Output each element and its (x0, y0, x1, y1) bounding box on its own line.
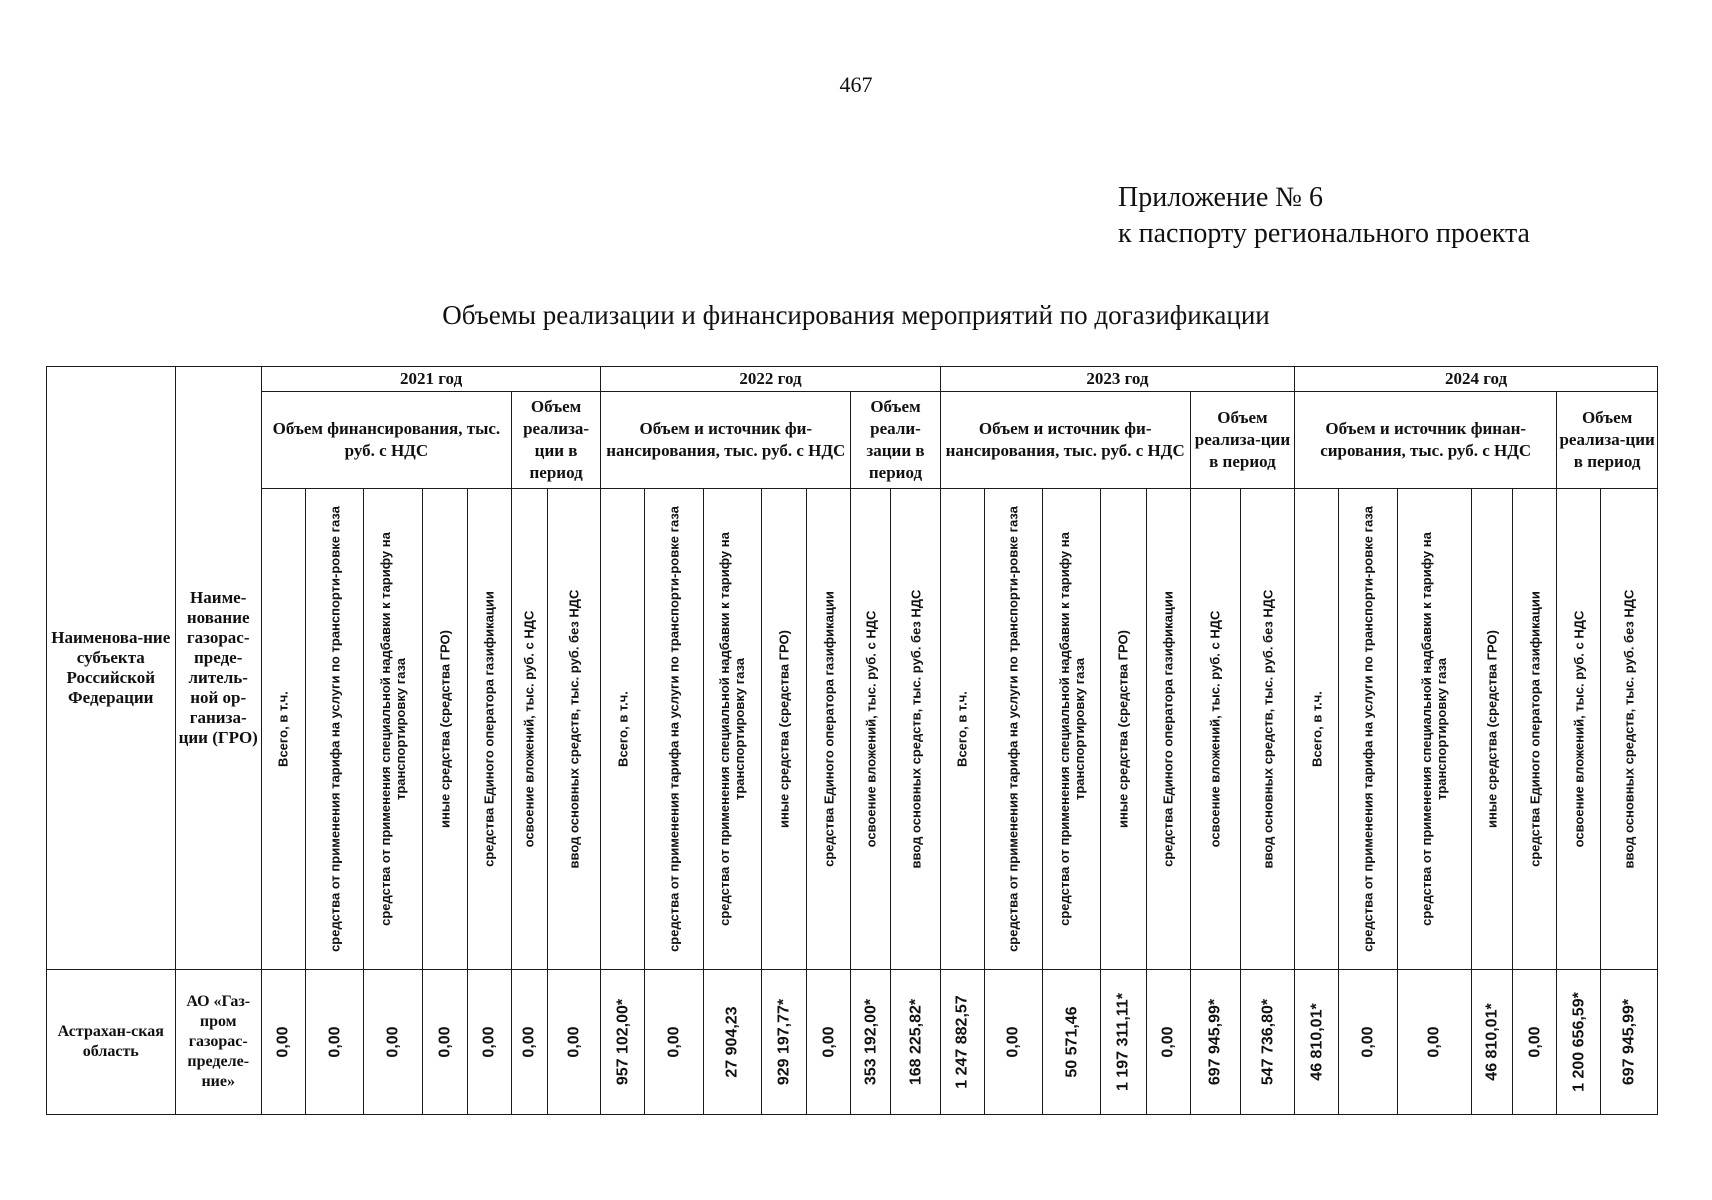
column-header-label: ввод основных средств, тыс. руб. без НДС (1621, 589, 1637, 869)
value-cell (1190, 970, 1240, 1115)
finance-header-2021: Объем финансирования, тыс. руб. с НДС (261, 392, 511, 489)
column-header-2022-7 (891, 489, 940, 970)
appendix-line-1: Приложение № 6 (1118, 182, 1323, 213)
column-header-2023-3 (1043, 489, 1101, 970)
column-header-label: ввод основных средств, тыс. руб. без НДС (1260, 589, 1276, 869)
finance-header-2022: Объем и источник фи-нансирования, тыс. руб. с НДС (601, 392, 851, 489)
column-header-label: Всего, в т.ч. (1309, 691, 1325, 767)
column-header-label: средства Единого оператора газификации (1527, 591, 1543, 867)
column-header-label: Всего, в т.ч. (615, 691, 631, 767)
value-cell (1339, 970, 1397, 1115)
value-text: 0,00 (480, 1026, 498, 1058)
value-cell (1043, 970, 1101, 1115)
column-header-label: освоение вложений, тыс. руб. с НДС (1207, 610, 1223, 848)
subject-cell: Астрахан-ская область (47, 970, 176, 1115)
value-cell (761, 970, 806, 1115)
value-cell (511, 970, 547, 1115)
value-cell (807, 970, 851, 1115)
year-2023-header: 2023 год (940, 367, 1294, 392)
column-header-2022-3 (703, 489, 761, 970)
value-text: 0,00 (665, 1026, 683, 1058)
column-header-label: средства от применения тарифа на услуги по транспорти-ровке газа (327, 506, 343, 952)
value-text: 46 810,01* (1483, 1003, 1501, 1081)
value-text: 0,00 (436, 1026, 454, 1058)
value-cell (467, 970, 511, 1115)
value-cell (1513, 970, 1557, 1115)
value-cell (1557, 970, 1601, 1115)
value-cell (1601, 970, 1658, 1115)
column-header-label: освоение вложений, тыс. руб. с НДС (863, 610, 879, 848)
realization-header-2023: Объем реализа-ции в период (1190, 392, 1294, 489)
value-text: 697 945,99* (1206, 998, 1224, 1086)
value-cell (851, 970, 891, 1115)
value-text: 46 810,01* (1308, 1003, 1326, 1081)
value-text: 0,00 (274, 1026, 292, 1058)
value-cell (601, 970, 645, 1115)
value-text: 957 102,00* (614, 998, 632, 1086)
column-header-label: иные средства (средства ГРО) (1484, 630, 1500, 828)
column-header-2024-2 (1339, 489, 1397, 970)
column-header-2021-6 (511, 489, 547, 970)
column-header-2024-4 (1471, 489, 1512, 970)
finance-header-2024: Объем и источник финан-сирования, тыс. руб. с НДС (1295, 392, 1557, 489)
value-text: 168 225,82* (907, 998, 925, 1086)
page-number: 467 (839, 72, 873, 97)
column-header-2024-3 (1397, 489, 1471, 970)
value-text: 50 571,46 (1063, 1006, 1081, 1078)
column-header-label: средства от применения специальной надбавки к тарифу на транспортировку газа (1056, 532, 1087, 926)
value-cell (703, 970, 761, 1115)
column-header-2021-1 (261, 489, 305, 970)
column-header-label: средства от применения тарифа на услуги по транспорти-ровке газа (666, 506, 682, 952)
value-text: 0,00 (520, 1026, 538, 1058)
column-header-2023-7 (1240, 489, 1294, 970)
column-header-2022-6 (851, 489, 891, 970)
column-header-2023-4 (1101, 489, 1146, 970)
column-header-2021-2 (306, 489, 364, 970)
column-header-2024-6 (1557, 489, 1601, 970)
realization-header-2024: Объем реализа-ции в период (1557, 392, 1658, 489)
value-text: 0,00 (1526, 1026, 1544, 1058)
financing-table (46, 366, 1658, 1115)
column-header-2022-4 (761, 489, 806, 970)
realization-header-2022: Объем реали-зации в период (851, 392, 940, 489)
column-header-2022-2 (645, 489, 703, 970)
column-header-label: иные средства (средства ГРО) (1115, 630, 1131, 828)
value-text: 27 904,23 (723, 1006, 741, 1078)
year-2021-header: 2021 год (261, 367, 600, 392)
appendix-line-2: к паспорту регионального проекта (1118, 218, 1530, 249)
column-header-2022-1 (601, 489, 645, 970)
column-header-label: ввод основных средств, тыс. руб. без НДС (908, 589, 924, 869)
value-text: 1 247 882,57 (953, 995, 971, 1089)
value-text: 0,00 (565, 1026, 583, 1058)
column-header-label: Всего, в т.ч. (275, 691, 291, 767)
value-cell (261, 970, 305, 1115)
value-cell (548, 970, 601, 1115)
value-cell (1101, 970, 1146, 1115)
header-gro: Наиме-нование газорас-преде-литель-ной ор-ганиза-ции (ГРО) (175, 367, 261, 970)
column-header-label: Всего, в т.ч. (954, 691, 970, 767)
value-cell (1397, 970, 1471, 1115)
value-text: 0,00 (1159, 1026, 1177, 1058)
year-2022-header: 2022 год (601, 367, 940, 392)
appendix-note (1118, 180, 1530, 252)
column-header-label: средства от применения тарифа на услуги по транспорти-ровке газа (1005, 506, 1021, 952)
column-header-label: средства от применения тарифа на услуги по транспорти-ровке газа (1360, 506, 1376, 952)
column-header-row (47, 489, 1658, 970)
value-cell (645, 970, 703, 1115)
value-text: 1 200 656,59* (1570, 992, 1588, 1092)
value-text: 929 197,77* (775, 998, 793, 1086)
table-row (47, 970, 1658, 1115)
value-cell (306, 970, 364, 1115)
column-header-2023-6 (1190, 489, 1240, 970)
column-header-2023-1 (940, 489, 984, 970)
value-text: 1 197 311,11* (1114, 993, 1132, 1091)
column-header-2024-5 (1513, 489, 1557, 970)
column-header-label: средства от применения специальной надбавки к тарифу на транспортировку газа (377, 532, 408, 926)
value-cell (1240, 970, 1294, 1115)
column-header-2023-2 (984, 489, 1042, 970)
value-text: 0,00 (1425, 1026, 1443, 1058)
value-text: 0,00 (820, 1026, 838, 1058)
value-cell (940, 970, 984, 1115)
value-cell (984, 970, 1042, 1115)
header-subject: Наименова-ние субъекта Российской Федерации (47, 367, 176, 970)
column-header-2021-3 (364, 489, 422, 970)
column-header-label: средства Единого оператора газификации (1160, 591, 1176, 867)
column-header-label: иные средства (средства ГРО) (437, 630, 453, 828)
column-header-2021-5 (467, 489, 511, 970)
gro-cell: АО «Газ-пром газорас-пределе-ние» (175, 970, 261, 1115)
value-text: 0,00 (1004, 1026, 1022, 1058)
column-header-label: ввод основных средств, тыс. руб. без НДС (566, 589, 582, 869)
value-text: 0,00 (326, 1026, 344, 1058)
column-header-label: освоение вложений, тыс. руб. с НДС (521, 610, 537, 848)
value-cell (891, 970, 940, 1115)
year-2024-header: 2024 год (1295, 367, 1658, 392)
realization-header-2021: Объем реализа-ции в период (511, 392, 600, 489)
value-text: 0,00 (384, 1026, 402, 1058)
column-header-label: иные средства (средства ГРО) (776, 630, 792, 828)
column-header-label: средства от применения специальной надбавки к тарифу на транспортировку газа (717, 532, 748, 926)
column-header-2024-7 (1601, 489, 1658, 970)
value-text: 547 736,80* (1259, 998, 1277, 1086)
document-title: Объемы реализации и финансирования мероприятий по догазификации (442, 300, 1270, 330)
column-header-2022-5 (807, 489, 851, 970)
column-header-2021-7 (548, 489, 601, 970)
column-header-2024-1 (1295, 489, 1339, 970)
column-header-label: средства Единого оператора газификации (481, 591, 497, 867)
value-text: 697 945,99* (1620, 998, 1638, 1086)
value-cell (422, 970, 467, 1115)
finance-header-2023: Объем и источник фи-нансирования, тыс. руб. с НДС (940, 392, 1190, 489)
column-header-2021-4 (422, 489, 467, 970)
value-cell (1146, 970, 1190, 1115)
value-cell (1295, 970, 1339, 1115)
value-text: 353 192,00* (862, 998, 880, 1086)
column-header-2023-5 (1146, 489, 1190, 970)
value-text: 0,00 (1359, 1026, 1377, 1058)
column-header-label: освоение вложений, тыс. руб. с НДС (1571, 610, 1587, 848)
column-header-label: средства от применения специальной надбавки к тарифу на транспортировку газа (1419, 532, 1450, 926)
value-cell (1471, 970, 1512, 1115)
value-cell (364, 970, 422, 1115)
column-header-label: средства Единого оператора газификации (821, 591, 837, 867)
